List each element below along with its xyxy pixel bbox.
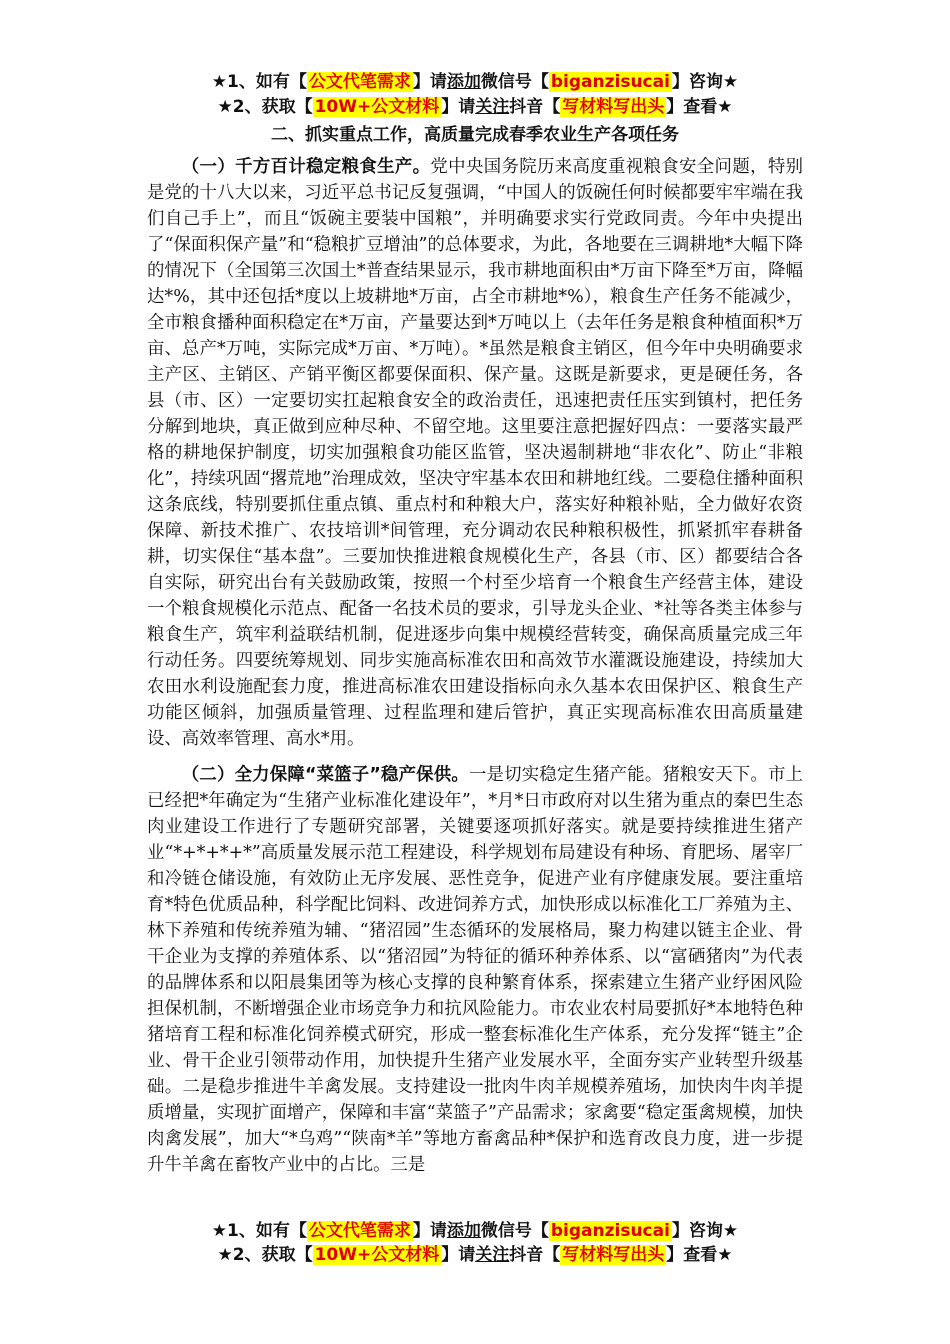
document-body xyxy=(147,154,803,1178)
section-heading: 二、抓实重点工作，高质量完成春季农业生产各项任务 xyxy=(271,125,679,145)
promo-line-top-1 xyxy=(0,71,950,93)
promo-text: ★1、如有【 xyxy=(211,1221,307,1241)
promo-text: 】查看★ xyxy=(666,1245,733,1265)
paragraph-vegetable-basket xyxy=(147,762,803,1178)
promo-text: 抖音【 xyxy=(509,1245,561,1265)
paragraph-text: 党中央国务院历来高度重视粮食安全问题，特别是党的十八大以来，习近平总书记反复强调，“中国人的饭碗任何时候都要牢牢端在我们自己手上”，而且“饭碗主要装中国粮”，并明确要求实行党政同责。今年中央提出了“保面积保产量”和“稳粮扩豆增油”的总体要求，为此，各地要在三调耕地*大幅下降的情况下（全国第三次国土*普查结果显示，我市耕地面积由*万亩下降至*万亩，降幅达*%，其中还包括*度以上坡耕地*万亩，占全市耕地*%），粮食生产任务不能减少，全市粮食播种面积稳定在*万亩，产量要达到*万吨以上（去年任务是粮食种植面积*万亩、总产*万吨，实际完成*万亩、*万吨）。*虽然是粮食主销区，但今年中央明确要求主产区、主销区、产销平衡区都要保面积、保产量。这既是新要求，更是硬任务，各县（市、区）一定要切实扛起粮食安全的政治责任，迅速把责任压实到镇村，把任务分解到地块，真正做到应种尽种、不留空地。这里要注意把握好四点：一要落实最严格的耕地保护制度，切实加强粮食功能区监管，坚决遏制耕地“非农化”、防止“非粮化”，持续巩固“撂荒地”治理成效，坚决守牢基本农田和耕地红线。二要稳住播种面积这条底线，特别要抓住重点镇、重点村和种粮大户，落实好种粮补贴，全力做好农资保障、新技术推广、农技培训*间管理，充分调动农民种粮积极性，抓紧抓牢春耕备耕，切实保住“基本盘”。三要加快推进粮食规模化生产，各县（市、区）都要结合各自实际，研究出台有关鼓励政策，按照一个村至少培育一个粮食生产经营主体，建设一个粮食规模化示范点、配备一名技术员的要求，引导龙头企业、*社等各类主体参与粮食生产，筑牢利益联结机制，促进逐步向集中规模经营转变，确保高质量完成三年行动任务。四要统筹规划、同步实施高标准农田和高效节水灌溉设施建设，持续加大农田水利设施配套力度，推进高标准农田建设指标向永久基本农田保护区、粮食生产功能区倾斜，加强质量管理、过程监理和建后管护，真正实现高标准农田高质量建设、高效率管理、高水*用。 xyxy=(147,157,803,749)
promo-text: 微信号【 xyxy=(480,1221,549,1241)
promo-highlight: 公文代笔需求 xyxy=(308,1221,411,1241)
promo-text: ★2、获取【 xyxy=(217,97,313,117)
paragraph-lead: （二）全力保障“菜篮子”稳产保供。 xyxy=(181,765,469,785)
promo-underline: 添加 xyxy=(446,72,481,92)
promo-text: 】请 xyxy=(412,72,447,92)
paragraph-text: 一是切实稳定生猪产能。猪粮安天下。市上已经把*年确定为“生猪产业标准化建设年”，*月*日市政府对以生猪为重点的秦巴生态肉业建设工作进行了专题研究部署，关键要逐项抓好落实。就是要持续推进生猪产业“*+*+*+*”高质量发展示范工程建设，科学规划布局建设有种场、育肥场、屠宰厂和冷链仓储设施，有效防止无序发展、恶性竞争，促进产业有序健康发展。要注重培育*特色优质品种，科学配比饲料、改进饲养方式，加快形成以标准化工厂养殖为主、林下养殖和传统养殖为辅、“猪沼园”生态循环的发展格局，聚力构建以链主企业、骨干企业为支撑的养殖体系、以“猪沼园”为特征的循环种养体系、以“富硒猪肉”为代表的品牌体系和以阳晨集团等为核心支撑的良种繁育体系，探索建立生猪产业纾困风险担保机制，不断增强企业市场竞争力和抗风险能力。市农业农村局要抓好*本地特色种猪培育工程和标准化饲养模式研究，形成一整套标准化生产体系，充分发挥“链主”企业、骨干企业引领带动作用，加快提升生猪产业发展水平，全面夯实产业转型升级基础。二是稳步推进牛羊禽发展。支持建设一批肉牛肉羊规模养殖场，加快肉牛肉羊提质增量，实现扩面增产，保障和丰富“菜篮子”产品需求；家禽要“稳定蛋禽规模，加快肉禽发展”，加大“*乌鸡”“陕南*羊”等地方畜禽品种*保护和选育改良力度，进一步提升牛羊禽在畜牧产业中的占比。三是 xyxy=(147,765,803,1175)
promo-underline: 关注 xyxy=(475,1245,510,1265)
promo-underline: 关注 xyxy=(475,97,510,117)
promo-text: 抖音【 xyxy=(509,97,561,117)
promo-highlight: 写材料写出头 xyxy=(562,1245,665,1265)
promo-line-top-2 xyxy=(0,96,950,118)
promo-text: 】请 xyxy=(441,1245,476,1265)
promo-highlight: 10W+公文材料 xyxy=(314,97,440,117)
promo-highlight: 10W+公文材料 xyxy=(314,1245,440,1265)
promo-highlight: 公文代笔需求 xyxy=(308,72,411,92)
promo-text: ★1、如有【 xyxy=(211,72,307,92)
promo-highlight: 写材料写出头 xyxy=(562,97,665,117)
promo-text: ★2、获取【 xyxy=(217,1245,313,1265)
promo-highlight: biganzisucai xyxy=(550,72,670,92)
promo-text: 】咨询★ xyxy=(671,1221,739,1241)
promo-text: 微信号【 xyxy=(480,72,549,92)
promo-highlight: biganzisucai xyxy=(550,1221,670,1241)
promo-text: 】请 xyxy=(412,1221,447,1241)
promo-text: 】查看★ xyxy=(666,97,733,117)
promo-underline: 添加 xyxy=(446,1221,481,1241)
promo-text: 】请 xyxy=(441,97,476,117)
promo-text: 】咨询★ xyxy=(671,72,739,92)
promo-line-bottom-2 xyxy=(0,1244,950,1266)
paragraph-lead: （一）千方百计稳定粮食生产。 xyxy=(181,157,431,177)
paragraph-grain xyxy=(147,154,803,752)
promo-line-bottom-1 xyxy=(0,1220,950,1242)
